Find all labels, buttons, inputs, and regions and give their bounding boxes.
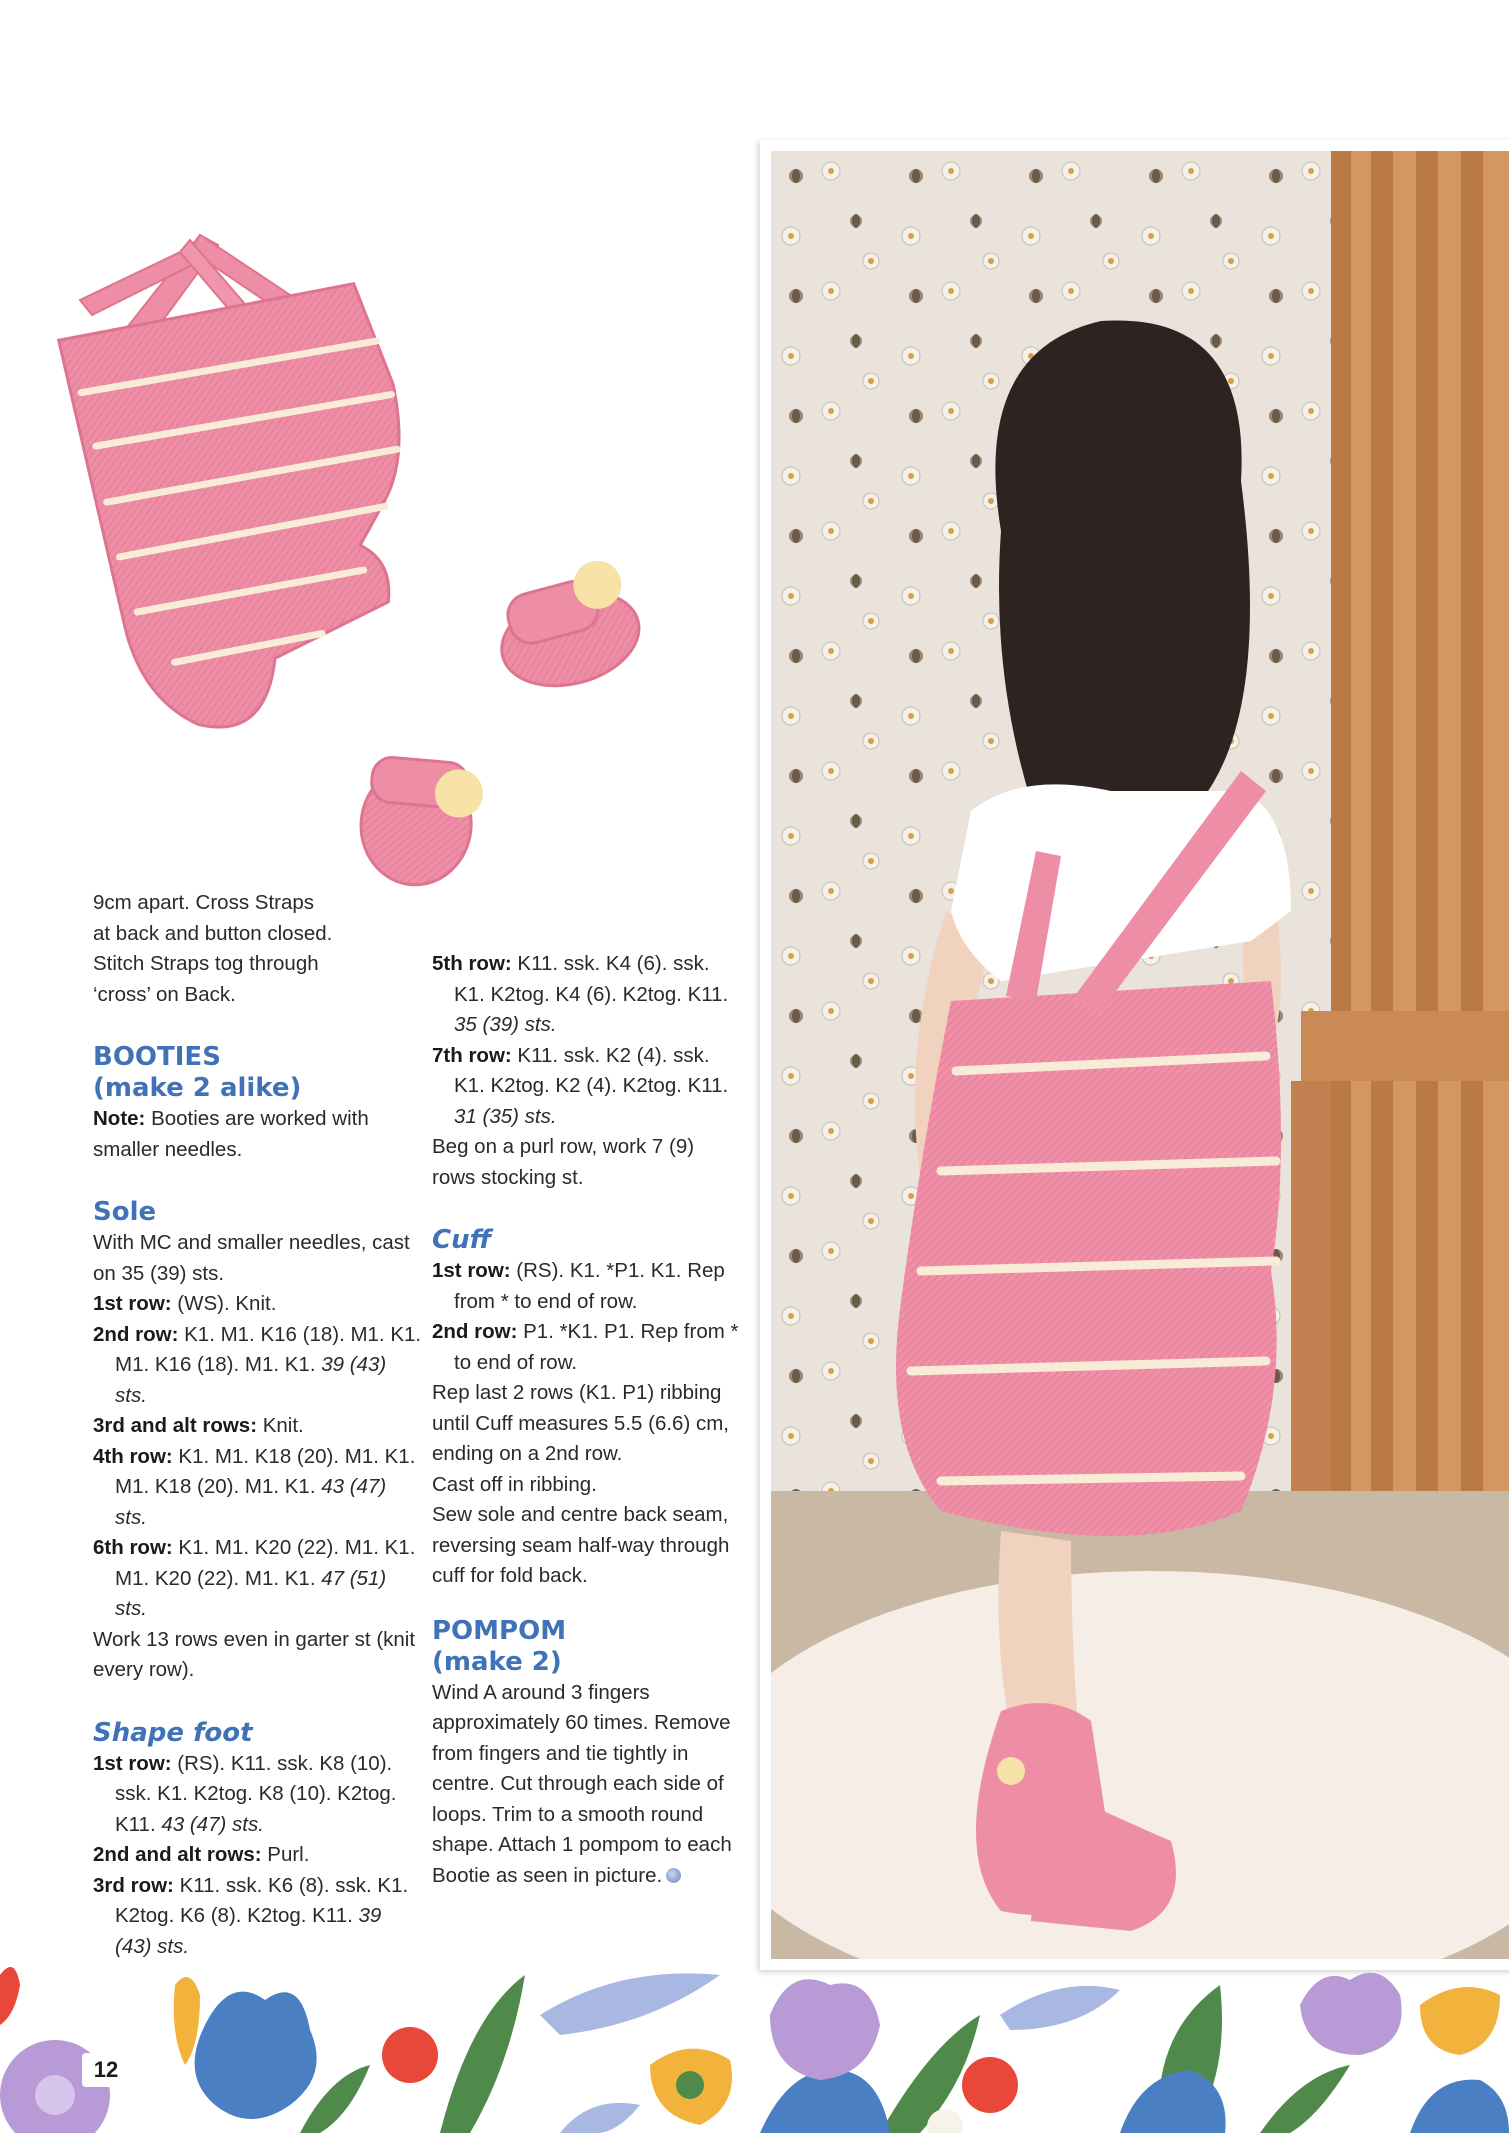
sole-row: 1st row: (WS). Knit. [93,1292,277,1315]
page-number: 12 [82,2053,130,2087]
sole-row: 4th row: K1. M1. K18 (20). M1. K1. M1. K18 (20). M1. K1. 43 (47) sts. [93,1444,416,1529]
shape-row: 3rd row: K11. ssk. K6 (8). ssk. K1. K2tog. K6 (8). K2tog. K11. 39 (43) sts. [93,1873,409,1958]
intro-line: at back and button closed. [93,921,333,945]
sole-heading: Sole [93,1197,157,1227]
bootie-top [485,554,650,700]
right-column [432,949,742,1891]
cuff-heading: Cuff [432,1225,492,1255]
sole-row: 3rd and alt rows: Knit. [93,1414,304,1437]
sole-outro: Work 13 rows even in garter st (knit every row). [93,1627,416,1681]
booties-subheading: (make 2 alike) [93,1073,302,1103]
cuff-outro: Rep last 2 rows (K1. P1) ribbing until Cuff measures 5.5 (6.6) cm, ending on a 2nd row. [432,1381,729,1465]
shape-row: 1st row: (RS). K11. ssk. K8 (10). ssk. K1. K2tog. K8 (10). K2tog. K11. 43 (47) sts. [93,1751,397,1836]
intro-line: ‘cross’ on Back. [93,982,236,1006]
sole-intro: With MC and smaller needles, cast on 35 (39) sts. [93,1231,410,1285]
cuff-outro: Cast off in ribbing. [432,1472,597,1496]
shape-row: 5th row: K11. ssk. K4 (6). ssk. K1. K2tog. K4 (6). K2tog. K11. 35 (39) sts. [432,952,729,1036]
pompom-subheading: (make 2) [432,1646,562,1677]
child-photo [771,151,1509,1959]
pompom-heading: POMPOM [432,1615,567,1646]
cuff-outro: Sew sole and centre back seam, reversing seam half-way through cuff for fold back. [432,1503,730,1587]
shape-row: 7th row: K11. ssk. K2 (4). ssk. K1. K2tog. K2 (4). K2tog. K11. 31 (35) sts. [432,1043,729,1128]
left-column [93,888,423,1962]
booties-heading: BOOTIES [93,1042,221,1072]
pompom-text: Wind A around 3 fingers approximately 60 times. Remove from fingers and tie tightly in centre. Cut through each side of loops. Trim to a smooth round shape. Attach 1 pompom to each Bootie as seen in picture. [432,1680,732,1887]
sole-row: 2nd row: K1. M1. K16 (18). M1. K1. M1. K16 (18). M1. K1. 39 (43) sts. [93,1322,422,1407]
note-label: Note: [93,1107,146,1130]
shape-foot-heading: Shape foot [93,1717,253,1748]
shape-row: 2nd and alt rows: Purl. [93,1843,310,1866]
romper-booties-flatlay [50,220,750,920]
flower-border [0,1955,1509,2133]
cuff-row: 1st row: (RS). K1. *P1. K1. Rep from * to end of row. [432,1259,725,1313]
cuff-row: 2nd row: P1. *K1. P1. Rep from * to end of row. [432,1320,739,1374]
end-mark-icon [666,1868,681,1883]
note [93,1104,423,1165]
bootie-bottom [356,755,485,890]
intro-line: Stitch Straps tog through [93,952,319,975]
note-text: Booties are worked with smaller needles. [93,1107,369,1161]
shape-outro: Beg on a purl row, work 7 (9) rows stocking st. [432,1135,695,1189]
sole-row: 6th row: K1. M1. K20 (22). M1. K1. M1. K20 (22). M1. K1. 47 (51) sts. [93,1536,416,1620]
intro-line: 9cm apart. Cross Straps [93,891,315,914]
